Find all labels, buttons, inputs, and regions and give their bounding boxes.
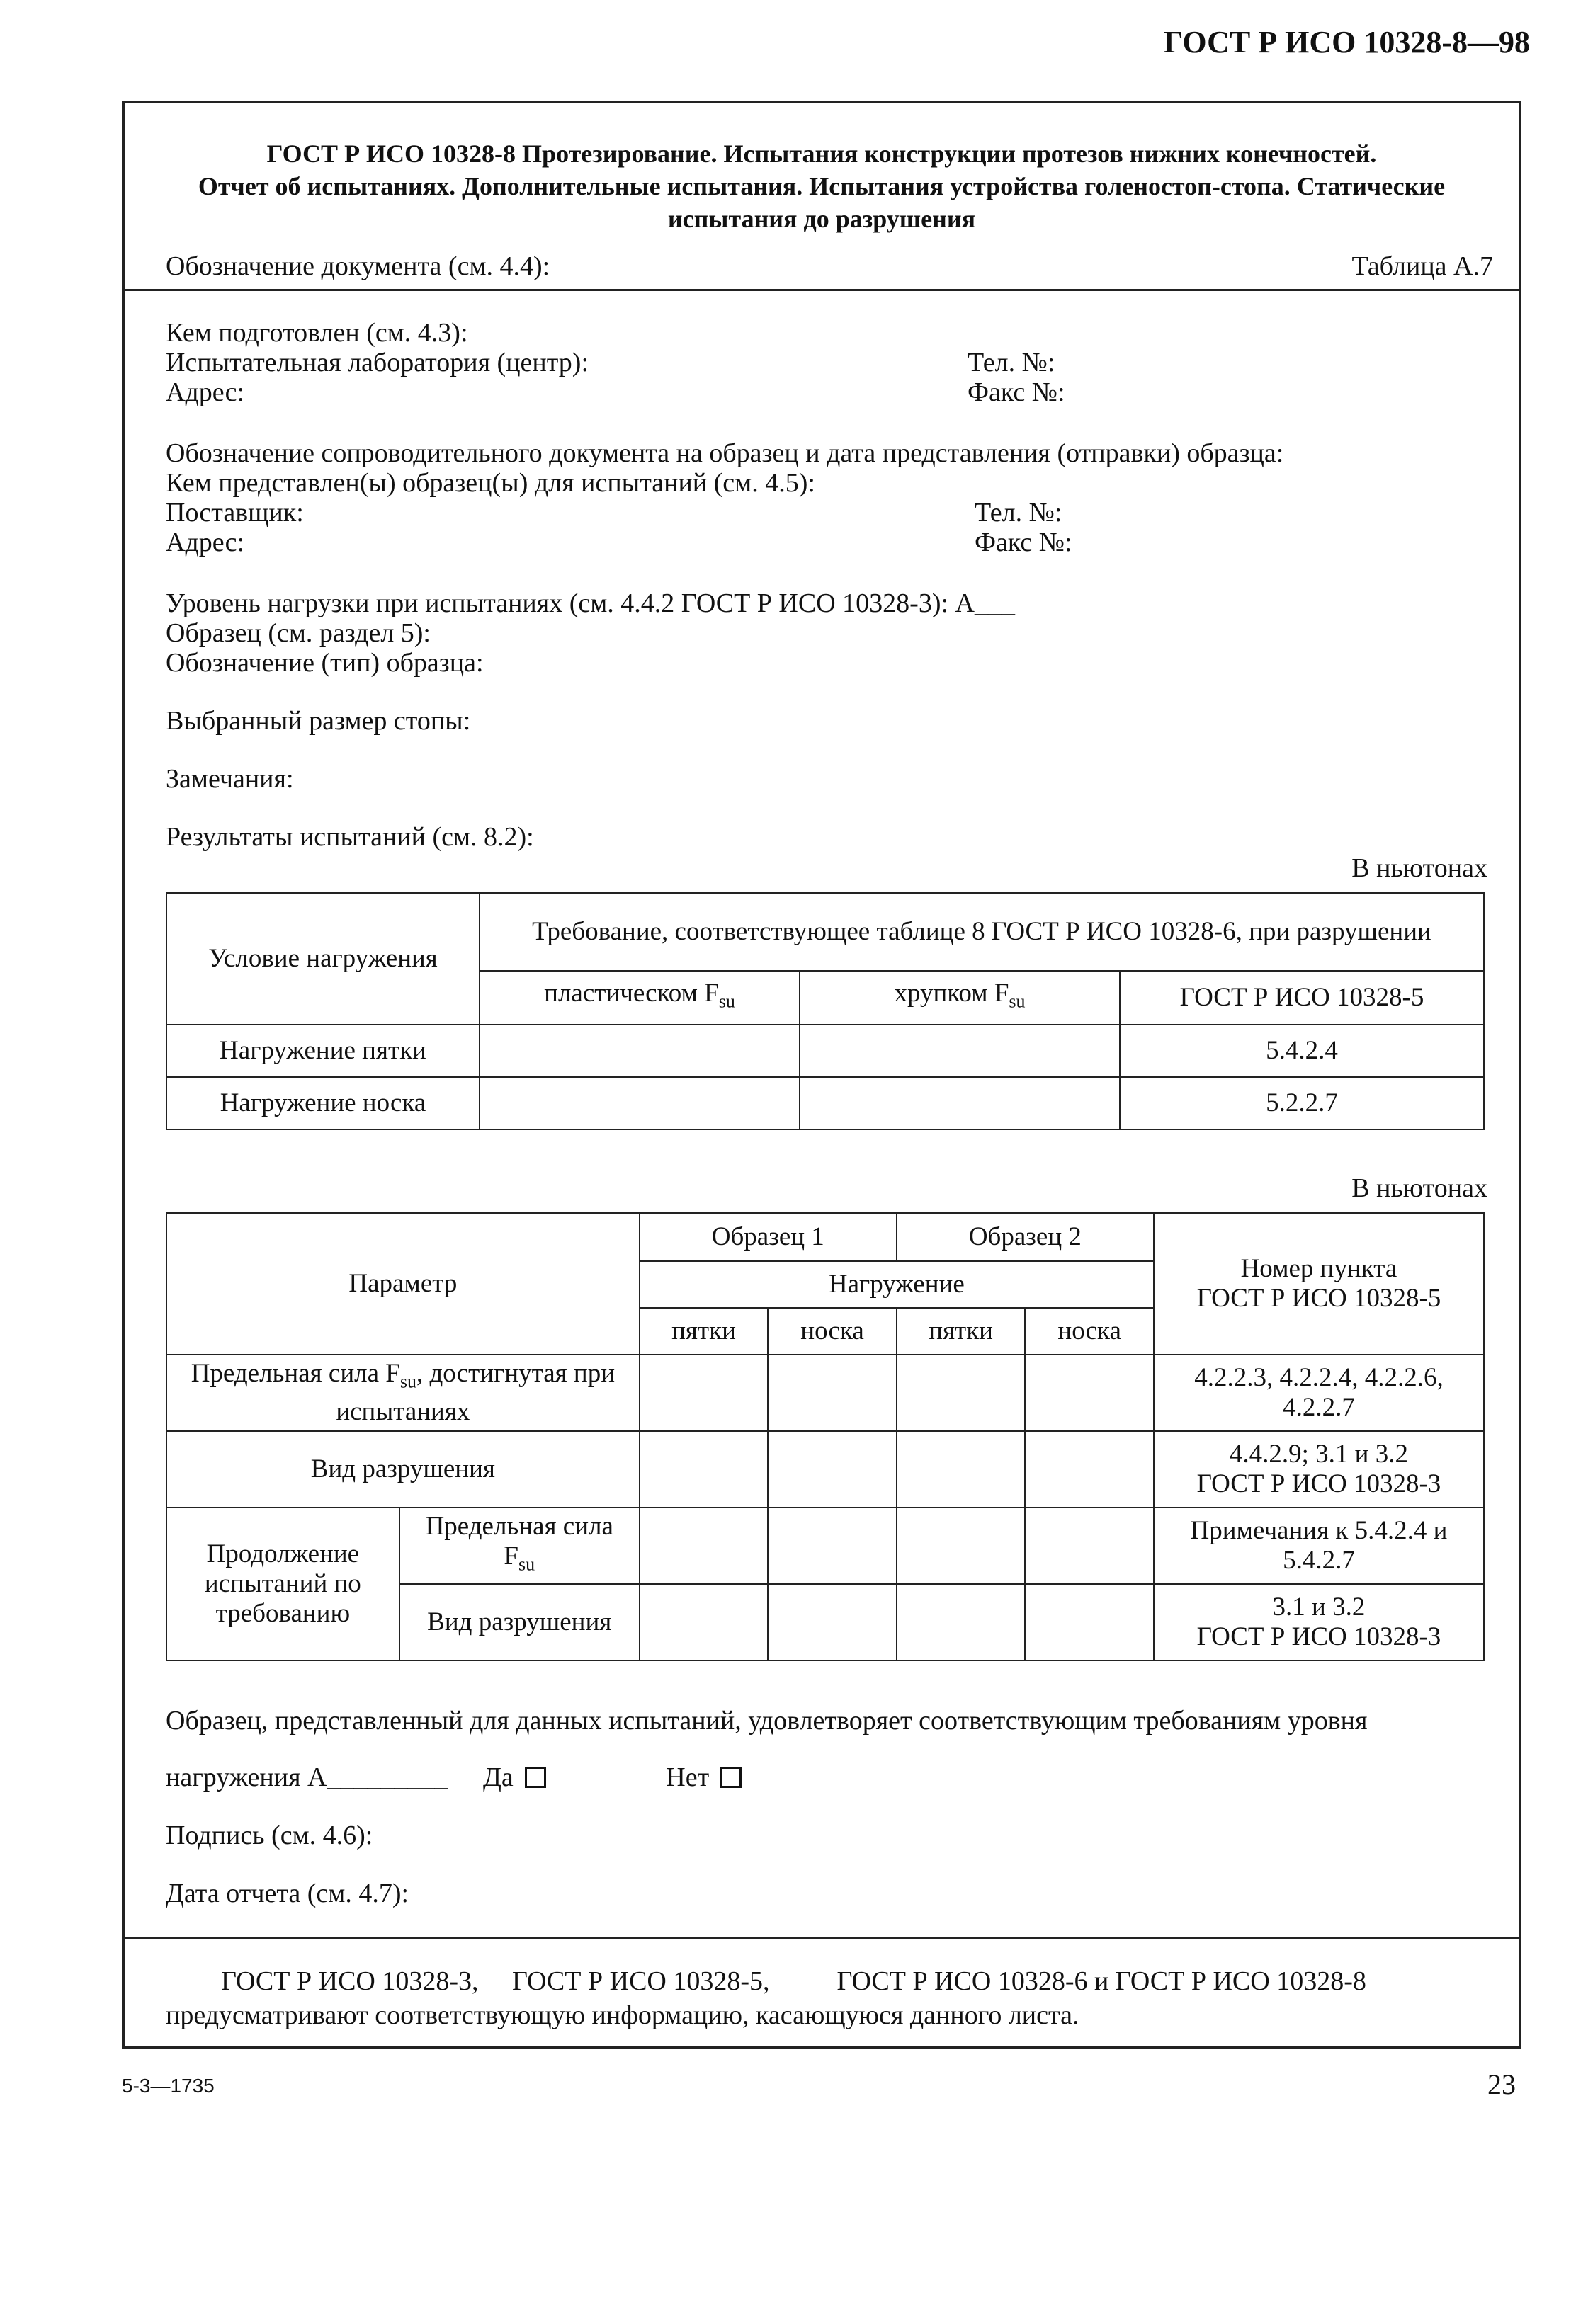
sample-type-label: Обозначение (тип) образца:	[166, 648, 484, 678]
col-header-requirement: Требование, соответствующее таблице 8 ГОСТ Р ИСО 10328-6, при разрушении	[480, 893, 1484, 971]
footer-code: 5-3—1735	[122, 2075, 215, 2097]
form-title	[153, 137, 1490, 235]
divider-bottom	[125, 1937, 1519, 1939]
cell-brittle-toe[interactable]	[800, 1077, 1120, 1129]
test-lab-label: Испытательная лаборатория (центр):	[166, 348, 589, 377]
col-header-plastic	[480, 971, 800, 1025]
form-title-line-2: Отчет об испытаниях. Дополнительные испытания. Испытания устройства голеностоп-стопа. Статические	[198, 172, 1446, 200]
col-header-param: Параметр	[166, 1213, 640, 1355]
col-header-toe-1: носка	[768, 1308, 897, 1355]
form-title-line-3: испытания до разрушения	[667, 205, 976, 233]
accompanying-doc-label: Обозначение сопроводительного документа на образец и дата представления (отправки) образца:	[166, 438, 1284, 468]
supplier-fax-label: Факс №:	[975, 528, 1072, 557]
row-ref-failure-mode-line1: 4.4.2.9; 3.1 и 3.2	[1229, 1440, 1408, 1469]
table-row	[166, 1508, 1484, 1584]
yes-label: Да	[483, 1762, 514, 1792]
page-header-standard-code: ГОСТ Р ИСО 10328-8—98	[1163, 25, 1530, 59]
cell-r3-c4[interactable]	[1025, 1508, 1154, 1584]
col-header-sample1: Образец 1	[640, 1213, 897, 1261]
cell-r1-c2[interactable]	[768, 1355, 897, 1431]
table-row	[166, 1077, 1484, 1129]
row-label-failure-mode: Вид разрушения	[166, 1431, 640, 1508]
conclusion-statement: Образец, представленный для данных испытаний, удовлетворяет соответствующим требованиям уровня	[166, 1706, 1368, 1736]
col-header-heel-2: пятки	[897, 1308, 1026, 1355]
remarks-label: Замечания:	[166, 764, 294, 794]
row-label-cont-force-a: Предельная сила F	[425, 1512, 613, 1571]
table-ref-label: Таблица А.7	[1351, 251, 1493, 281]
row-group-continuation: Продолжение испытаний по требованию	[166, 1508, 399, 1661]
no-label: Нет	[666, 1762, 710, 1792]
col-header-plastic-text: пластическом F	[544, 979, 719, 1008]
sample-label: Образец (см. раздел 5):	[166, 618, 431, 648]
bottom-note-line-2: предусматривают соответствующую информацию, касающуюся данного листа.	[166, 2000, 1079, 2030]
submitted-by-label: Кем представлен(ы) образец(ы) для испытаний (см. 4.5):	[166, 468, 815, 498]
yes-checkbox[interactable]	[525, 1767, 546, 1788]
load-level-label: Уровень нагрузки при испытаниях (см. 4.4.2 ГОСТ Р ИСО 10328-3): А___	[166, 588, 1015, 618]
divider-top	[125, 289, 1519, 291]
page-number: 23	[1487, 2068, 1516, 2100]
cell-r4-c2[interactable]	[768, 1584, 897, 1661]
supplier-label: Поставщик:	[166, 498, 304, 528]
row-label-cont-force	[399, 1508, 640, 1584]
col-header-clause	[1154, 1213, 1484, 1355]
lab-fax-label: Факс №:	[968, 377, 1065, 407]
prepared-by-label: Кем подготовлен (см. 4.3):	[166, 318, 468, 348]
col-header-clause-line1: Номер пункта	[1240, 1254, 1397, 1283]
row-ref-failure-mode-line2: ГОСТ Р ИСО 10328-3	[1196, 1469, 1441, 1498]
row-ref-failure-mode	[1154, 1431, 1484, 1508]
col-header-clause-line2: ГОСТ Р ИСО 10328-5	[1196, 1284, 1441, 1313]
bottom-note-line-1: ГОСТ Р ИСО 10328-3, ГОСТ Р ИСО 10328-5, ГОСТ Р ИСО 10328-6 и ГОСТ Р ИСО 10328-8	[221, 1966, 1366, 1996]
report-date-label: Дата отчета (см. 4.7):	[166, 1879, 409, 1908]
doc-designation-label: Обозначение документа (см. 4.4):	[166, 251, 550, 281]
col-header-sample2: Образец 2	[897, 1213, 1154, 1261]
table-row	[166, 1355, 1484, 1431]
col-header-toe-2: носка	[1025, 1308, 1154, 1355]
cell-r3-c2[interactable]	[768, 1508, 897, 1584]
row-label-ultimate-force-a: Предельная сила F	[191, 1359, 400, 1389]
cell-brittle-heel[interactable]	[800, 1025, 1120, 1077]
col-header-gost5: ГОСТ Р ИСО 10328-5	[1120, 971, 1484, 1025]
col-header-heel-1: пятки	[640, 1308, 769, 1355]
row-ref-cont-force: Примечания к 5.4.2.4 и 5.4.2.7	[1154, 1508, 1484, 1584]
cell-r3-c1[interactable]	[640, 1508, 769, 1584]
col-header-brittle-text: хрупком F	[894, 979, 1009, 1008]
col-header-plastic-sub: su	[718, 991, 735, 1012]
results-label: Результаты испытаний (см. 8.2):	[166, 822, 534, 852]
row-label-cont-failure: Вид разрушения	[399, 1584, 640, 1661]
cell-r3-c3[interactable]	[897, 1508, 1026, 1584]
col-header-brittle	[800, 971, 1120, 1025]
row-label-toe: Нагружение носка	[166, 1077, 480, 1129]
cell-r1-c4[interactable]	[1025, 1355, 1154, 1431]
signature-label: Подпись (см. 4.6):	[166, 1821, 373, 1850]
cell-r2-c1[interactable]	[640, 1431, 769, 1508]
report-form-frame	[122, 101, 1521, 2049]
col-header-brittle-sub: su	[1009, 991, 1026, 1012]
cell-plastic-heel[interactable]	[480, 1025, 800, 1077]
cell-plastic-toe[interactable]	[480, 1077, 800, 1129]
row-label-heel: Нагружение пятки	[166, 1025, 480, 1077]
cell-r4-c3[interactable]	[897, 1584, 1026, 1661]
supplier-address-label: Адрес:	[166, 528, 245, 557]
row-ref-toe: 5.2.2.7	[1120, 1077, 1484, 1129]
conclusion-load-level-text: нагружения А_________	[166, 1762, 448, 1792]
cell-r1-c1[interactable]	[640, 1355, 769, 1431]
row-label-ultimate-force-sub: su	[399, 1371, 416, 1392]
requirements-table	[166, 892, 1485, 1130]
conclusion-load-level	[166, 1762, 742, 1793]
cell-r2-c3[interactable]	[897, 1431, 1026, 1508]
row-ref-ultimate-force: 4.2.2.3, 4.2.2.4, 4.2.2.6, 4.2.2.7	[1154, 1355, 1484, 1431]
no-checkbox[interactable]	[720, 1767, 742, 1788]
row-ref-cont-failure-line2: ГОСТ Р ИСО 10328-3	[1196, 1622, 1441, 1651]
form-title-line-1: ГОСТ Р ИСО 10328-8 Протезирование. Испытания конструкции протезов нижних конечностей.	[266, 139, 1377, 168]
row-ref-cont-failure	[1154, 1584, 1484, 1661]
cell-r4-c1[interactable]	[640, 1584, 769, 1661]
row-label-cont-force-sub: su	[518, 1554, 535, 1575]
table-row	[166, 1025, 1484, 1077]
foot-size-label: Выбранный размер стопы:	[166, 706, 471, 736]
results-table	[166, 1212, 1485, 1661]
row-label-ultimate-force-b: , достигнутая при испытаниях	[336, 1359, 616, 1426]
cell-r2-c2[interactable]	[768, 1431, 897, 1508]
cell-r1-c3[interactable]	[897, 1355, 1026, 1431]
lab-phone-label: Тел. №:	[968, 348, 1055, 377]
units-label-2: В ньютонах	[1351, 1173, 1487, 1203]
cell-r4-c4[interactable]	[1025, 1584, 1154, 1661]
col-header-loading: Нагружение	[640, 1261, 1154, 1308]
row-label-ultimate-force	[166, 1355, 640, 1431]
cell-r2-c4[interactable]	[1025, 1431, 1154, 1508]
row-ref-heel: 5.4.2.4	[1120, 1025, 1484, 1077]
row-ref-cont-failure-line1: 3.1 и 3.2	[1272, 1593, 1366, 1622]
units-label-1: В ньютонах	[1351, 853, 1487, 883]
lab-address-label: Адрес:	[166, 377, 245, 407]
supplier-phone-label: Тел. №:	[975, 498, 1062, 528]
col-header-condition: Условие нагружения	[166, 893, 480, 1025]
table-row	[166, 1431, 1484, 1508]
